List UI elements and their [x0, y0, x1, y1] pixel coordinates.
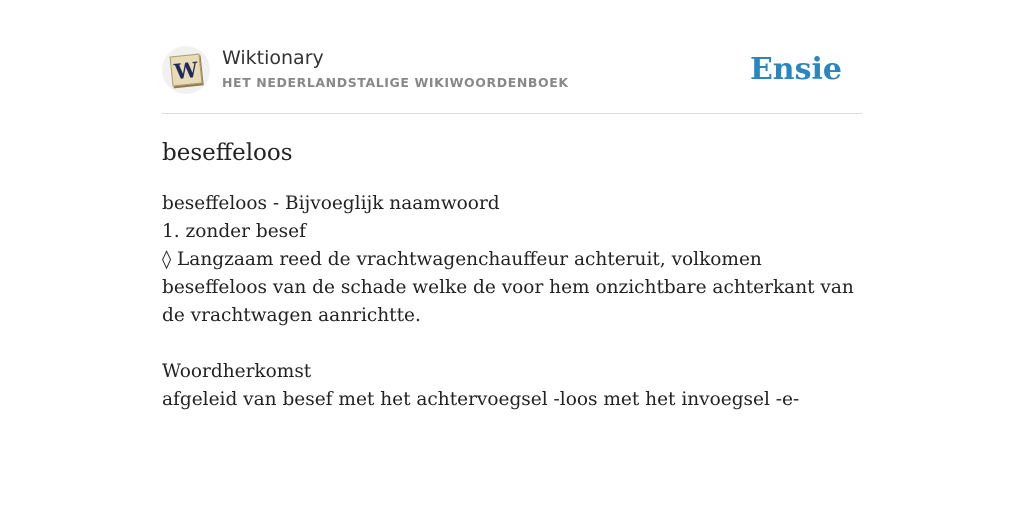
etymology-text: afgeleid van besef met het achtervoegsel -loos met het invoegsel -e-: [162, 389, 800, 410]
definition-line: 1. zonder besef: [162, 221, 306, 242]
logo-letter: W: [172, 56, 200, 84]
entry-title: beseffeloos: [162, 140, 293, 166]
wiktionary-logo[interactable]: [162, 46, 210, 94]
site-header: [162, 44, 862, 114]
site-title[interactable]: Wiktionary: [222, 47, 324, 69]
ensie-brand-link[interactable]: Ensie: [749, 52, 842, 87]
example-sentence: ◊ Langzaam reed de vrachtwagenchauffeur achteruit, volkomen beseffeloos van de schade welke de voor hem onzichtbare achterkant van de vrachtwagen aanrichtte.: [162, 249, 854, 326]
site-subtitle: HET NEDERLANDSTALIGE WIKIWOORDENBOEK: [222, 75, 569, 90]
part-of-speech-line: beseffeloos - Bijvoeglijk naamwoord: [162, 193, 500, 214]
logo-tile-icon: [170, 54, 203, 87]
entry-body: [162, 190, 862, 414]
etymology-heading: Woordherkomst: [162, 361, 312, 382]
section-spacer: [162, 330, 862, 358]
